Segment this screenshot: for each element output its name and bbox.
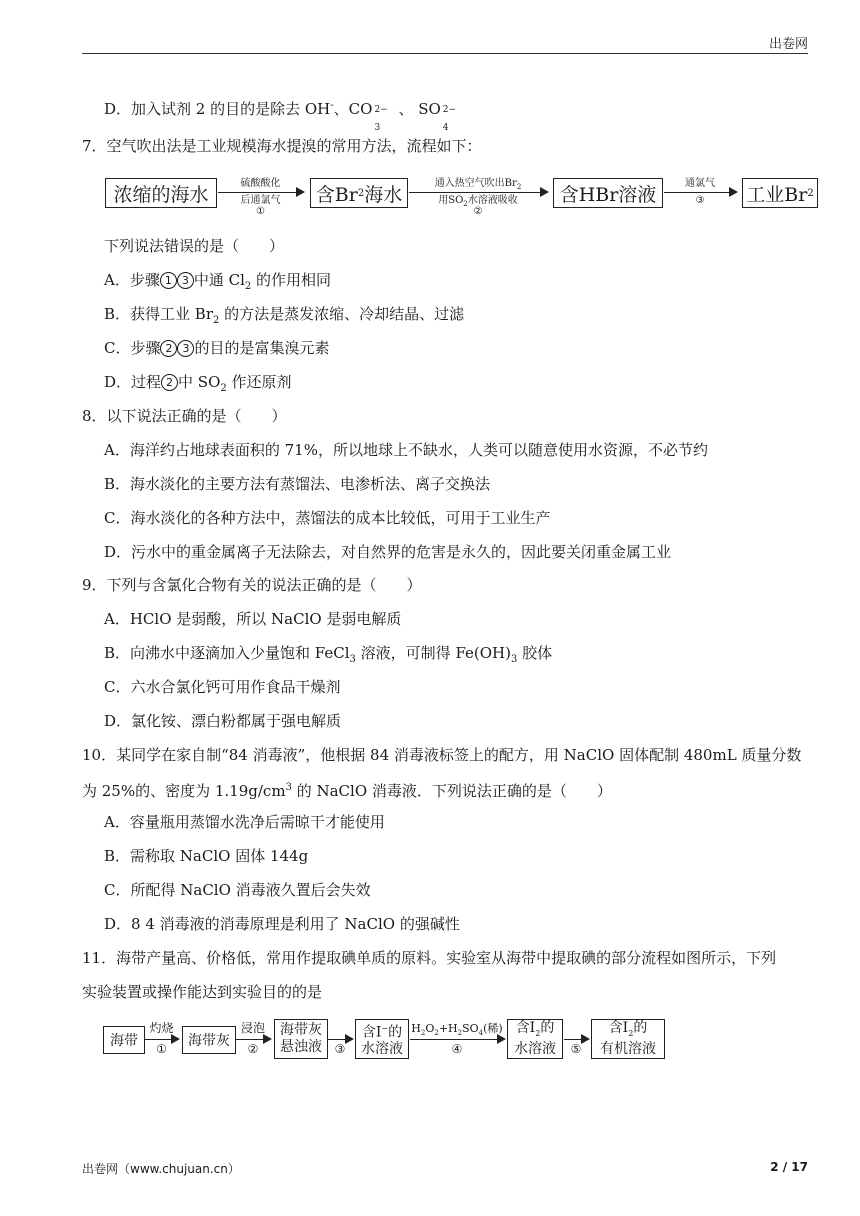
flow-arrow-3-step: ③ <box>334 1042 346 1056</box>
q7-option-d: D．过程 2 中 $SO_2$ 作还原剂 <box>104 373 292 394</box>
flow-box-br2-seawater: 含Br 2 海水 <box>310 178 408 208</box>
q11-stem-line1: 11．海带产量高、价格低，常用作提取碘单质的原料。实验室从海带中提取碘的部分流程如图所示，下列 <box>82 949 777 967</box>
flow-arrow-burn-label: 灼烧 <box>149 1021 174 1035</box>
q10-stem-line2: 为 25%的、密度为 $1.19g/cm^3$ 的 NaClO 消毒液．下列说法正确的是（ ） <box>82 782 612 800</box>
q10-option-c: C．所配得 NaClO 消毒液久置后会失效 <box>104 881 371 899</box>
q7-stem: 7．空气吹出法是工业规模海水提溴的常用方法，流程如下： <box>82 137 482 155</box>
flow-arrow-soak-label: 浸泡 <box>240 1021 265 1035</box>
flow-box-kelp: 海带 <box>103 1026 145 1054</box>
flow-arrow-3-label-top: 通氯气 <box>685 178 715 189</box>
q7-option-b: B．获得工业 $Br_2$ 的方法是蒸发浓缩、冷却结晶、过滤 <box>104 305 465 326</box>
flow-arrow-1-step: ① <box>256 206 265 217</box>
flow-arrow-1-label-mid: 后通氯气 <box>240 195 281 206</box>
q7-prompt: 下列说法错误的是（ ） <box>104 237 285 255</box>
flow-arrow-2-step: ② <box>473 206 483 217</box>
flow-arrow-1 <box>218 192 303 193</box>
flow-arrow-oxidize-label: $H_2O_2+H_2SO_4$(稀) <box>411 1022 503 1038</box>
q11-stem-line2: 实验装置或操作能达到实验目的的是 <box>82 983 323 1001</box>
flow-arrow-3 <box>664 192 736 193</box>
flow-arrow-5 <box>564 1039 588 1040</box>
q10-option-b: B．需称取 NaClO 固体 144g <box>104 847 309 865</box>
q8-option-b: B．海水淡化的主要方法有蒸馏法、电渗析法、离子交换法 <box>104 475 491 493</box>
flow-box-hbr-solution: 含HBr溶液 <box>553 178 663 208</box>
page-number: 2 / 17 <box>770 1160 808 1174</box>
flow-box-concentrated-seawater: 浓缩的海水 <box>105 178 217 208</box>
flow-box-iodide-solution: 含I−的 水溶液 <box>355 1019 409 1059</box>
flow-box-kelp-ash-suspension: 海带灰 悬浊液 <box>274 1019 328 1059</box>
flow-arrow-3 <box>328 1039 352 1040</box>
q8-option-c: C．海水淡化的各种方法中，蒸馏法的成本比较低，可用于工业生产 <box>104 509 551 527</box>
flow-box-industrial-br2: 工业Br 2 <box>742 178 818 208</box>
q8-option-a: A．海洋约占地球表面积的 71%，所以地球上不缺水，人类可以随意使用水资源，不必节约 <box>104 441 708 459</box>
flow-box-iodine-aqueous: 含$I_2$的 水溶液 <box>507 1019 563 1059</box>
q7-option-c: C．步骤 2 3 的目的是富集溴元素 <box>104 339 330 357</box>
q9-stem: 9．下列与含氯化合物有关的说法正确的是（ ） <box>82 576 422 594</box>
header-brand: 出卷网 <box>768 37 808 52</box>
flow-arrow-2-label-top: 通入热空气吹出$Br_2$ <box>434 178 522 191</box>
flow-arrow-oxidize-step: ④ <box>451 1042 463 1056</box>
flow-arrow-soak <box>236 1039 270 1040</box>
flow-box-iodine-organic: 含$I_2$的 有机溶液 <box>591 1019 665 1059</box>
flow-arrow-soak-step: ② <box>247 1042 259 1056</box>
flow-arrow-burn <box>145 1039 178 1040</box>
q9-option-d: D．氯化铵、漂白粉都属于强电解质 <box>104 712 342 730</box>
q9-option-c: C．六水合氯化钙可用作食品干燥剂 <box>104 678 341 696</box>
q10-stem-line1: 10．某同学在家自制“84 消毒液”，他根据 84 消毒液标签上的配方，用 NaClO 固体配制 480mL 质量分数 <box>82 746 802 764</box>
q6-option-d: D．加入试剂 2 的目的是除去 OH-、CO 2− 3 、 SO 2− 4 <box>104 100 457 133</box>
footer-source: 出卷网（www.chujuan.cn） <box>82 1162 240 1176</box>
flow-box-kelp-ash: 海带灰 <box>182 1026 236 1054</box>
header-rule <box>82 53 808 54</box>
q7-option-a: A．步骤 1 3 中通 $Cl_2$ 的作用相同 <box>104 271 332 292</box>
q10-option-a: A．容量瓶用蒸馏水洗净后需晾干才能使用 <box>104 813 385 831</box>
flow-arrow-1-label-top: 硫酸酸化 <box>240 178 281 189</box>
flow-arrow-3-step: ③ <box>695 195 705 206</box>
q9-option-a: A．HClO 是弱酸，所以 NaClO 是弱电解质 <box>104 610 402 628</box>
q10-option-d: D．8 4 消毒液的消毒原理是利用了 NaClO 的强碱性 <box>104 915 460 933</box>
flow-arrow-5-step: ⑤ <box>570 1042 582 1056</box>
flow-arrow-2-label-mid: 用$SO_2$水溶液吸收 <box>438 195 518 208</box>
q9-option-b: B．向沸水中逐滴加入少量饱和 FeCl$_3$ 溶液，可制得 $Fe(OH)_3$ 胶体 <box>104 644 553 665</box>
q8-option-d: D．污水中的重金属离子无法除去，对自然界的危害是永久的，因此要关闭重金属工业 <box>104 543 672 561</box>
flow-arrow-burn-step: ① <box>156 1042 167 1056</box>
q8-stem: 8．以下说法正确的是（ ） <box>82 407 287 425</box>
